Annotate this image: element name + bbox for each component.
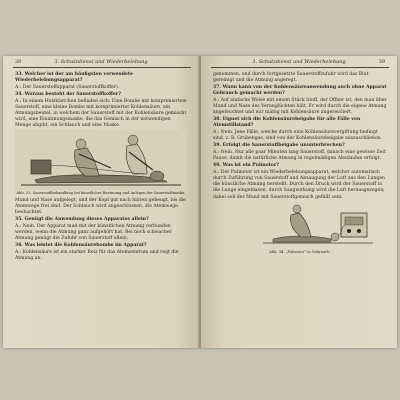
question-text: 37. Wann kann von der Kohlensäureanwendung auch ohne Apparat Gebrauch gemacht werden? <box>213 85 387 97</box>
answer-text: A.: Auf einfache Weise mit einem Stück Stoff, der Offner ist, den man über Mund und Nase des Verunglückten hält. Er wird durch die eigene Atmung angefeuchtet und nur mäßig mit Kohlensäure angereichert. <box>213 98 387 116</box>
running-title: 3. Schutzdienst und Wiederbelebung <box>54 60 148 65</box>
answer-text: genommen, und durch fortgesetzte Sauerstoffzufuhr wird das Blut gereinigt und die Atmung angeregt. <box>213 72 369 84</box>
page-number: 38 <box>15 60 22 65</box>
question-text: 36. Was leistet die Kohlensäurebombe im Apparat? <box>15 243 147 248</box>
header-rule <box>13 67 191 68</box>
right-page <box>201 56 397 348</box>
book-spread <box>3 56 397 348</box>
answer-text: A.: Der Sauerstoffapparat (Sauerstoffkoffer). <box>15 85 120 90</box>
page-number: 39 <box>378 60 385 65</box>
question-text: 38. Eignet sich die Kohlensäurebeigabe für alle Fälle von Atemstillstand? <box>213 117 361 129</box>
answer-text: A.: Nein. Nur alle paar Minuten lang Sauerstoff, danach eine gewisse Zeit Pause, damit die natürliche Atmung in regelmäßigen Abständen erfolgt. <box>213 150 386 162</box>
left-page <box>3 56 199 348</box>
answer-text: A.: Nein. Jene Fälle, welche durch eine Kohlensäurevergiftung bedingt sind, z. B. Grubengas, sind von der Kohlensäurebeigabe auszuschließen. <box>213 130 383 142</box>
answer-text: A.: Kohlensäure ist ein starker Reiz für das Atemzentrum und regt die Atmung an. <box>15 249 179 261</box>
figure-caption: Abb. 33. Sauerstoffbehandlung bei künstlicher Beatmung und Anlegen der Sauerstoffmaske. <box>16 191 186 196</box>
figure-illustration <box>213 201 387 249</box>
figure-illustration <box>15 130 187 190</box>
header-rule <box>211 67 389 68</box>
page-header <box>201 56 397 70</box>
question-text: 40. Was ist ein Pulmotor? <box>213 163 279 168</box>
question-text: 33. Welcher ist der am häufigsten verwendete Wiederbelebungsapparat? <box>15 72 133 84</box>
question-text: 35. Genügt die Anwendung dieses Apparates allein? <box>15 217 149 222</box>
page-body <box>213 72 387 257</box>
answer-text: A.: Der Pulmotor ist ein Wiederbelebungsapparat, welcher automatisch durch Zuführung von Sauerstoff und Absaugung der Luft aus den Lungen die künstliche Atmung herstellt. Durch den Druck wird der Sauerstoff in die Lunge eingeblasen, durch Saugwirkung wird die Luft herausgezogen; dabei soll der Mund mit Sauerstoffgemisch gefüllt sein. <box>213 169 385 200</box>
question-text: 34. Woraus besteht der Sauerstoffkoffer? <box>15 91 121 97</box>
page-body <box>15 72 187 263</box>
question-text: 39. Erfolgt die Sauerstoffbeigabe ununterbrochen? <box>213 143 345 149</box>
answer-text: Mund und Nase aufgelegt, und der Kopf gut nach hinten gebeugt, bis die Atemwege frei sind. Der Schlauch wird angeschlossen, die Atemwege beobachtet. <box>15 197 186 216</box>
answer-text: A.: In einem Holzkästchen befinden sich: Eine Bombe mit komprimiertem Sauerstoff, eine kleine Bombe mit komprimierter Kohlensäure, ein Atmungsbeutel, in welchem der Sauerstoff mit der Kohlensäure gemischt wird, eine Einatmungsmaske, die das Gemisch in der notwendigen Menge abgibt, ein Schlauch und eine Maske. <box>15 98 187 129</box>
page-header <box>3 56 199 70</box>
running-title: 3. Schutzdienst und Wiederbelebung <box>252 60 346 65</box>
answer-text: A.: Nein. Der Apparat muß mit der künstlichen Atmung verbunden werden, wenn die Atmung ganz aufgehört hat. Bei noch schwacher Atmung genügt die Zufuhr von Sauerstoff allein. <box>15 223 172 242</box>
figure-caption: Abb. 34. „Pulmotor“ in Gebrauch. <box>269 250 331 255</box>
